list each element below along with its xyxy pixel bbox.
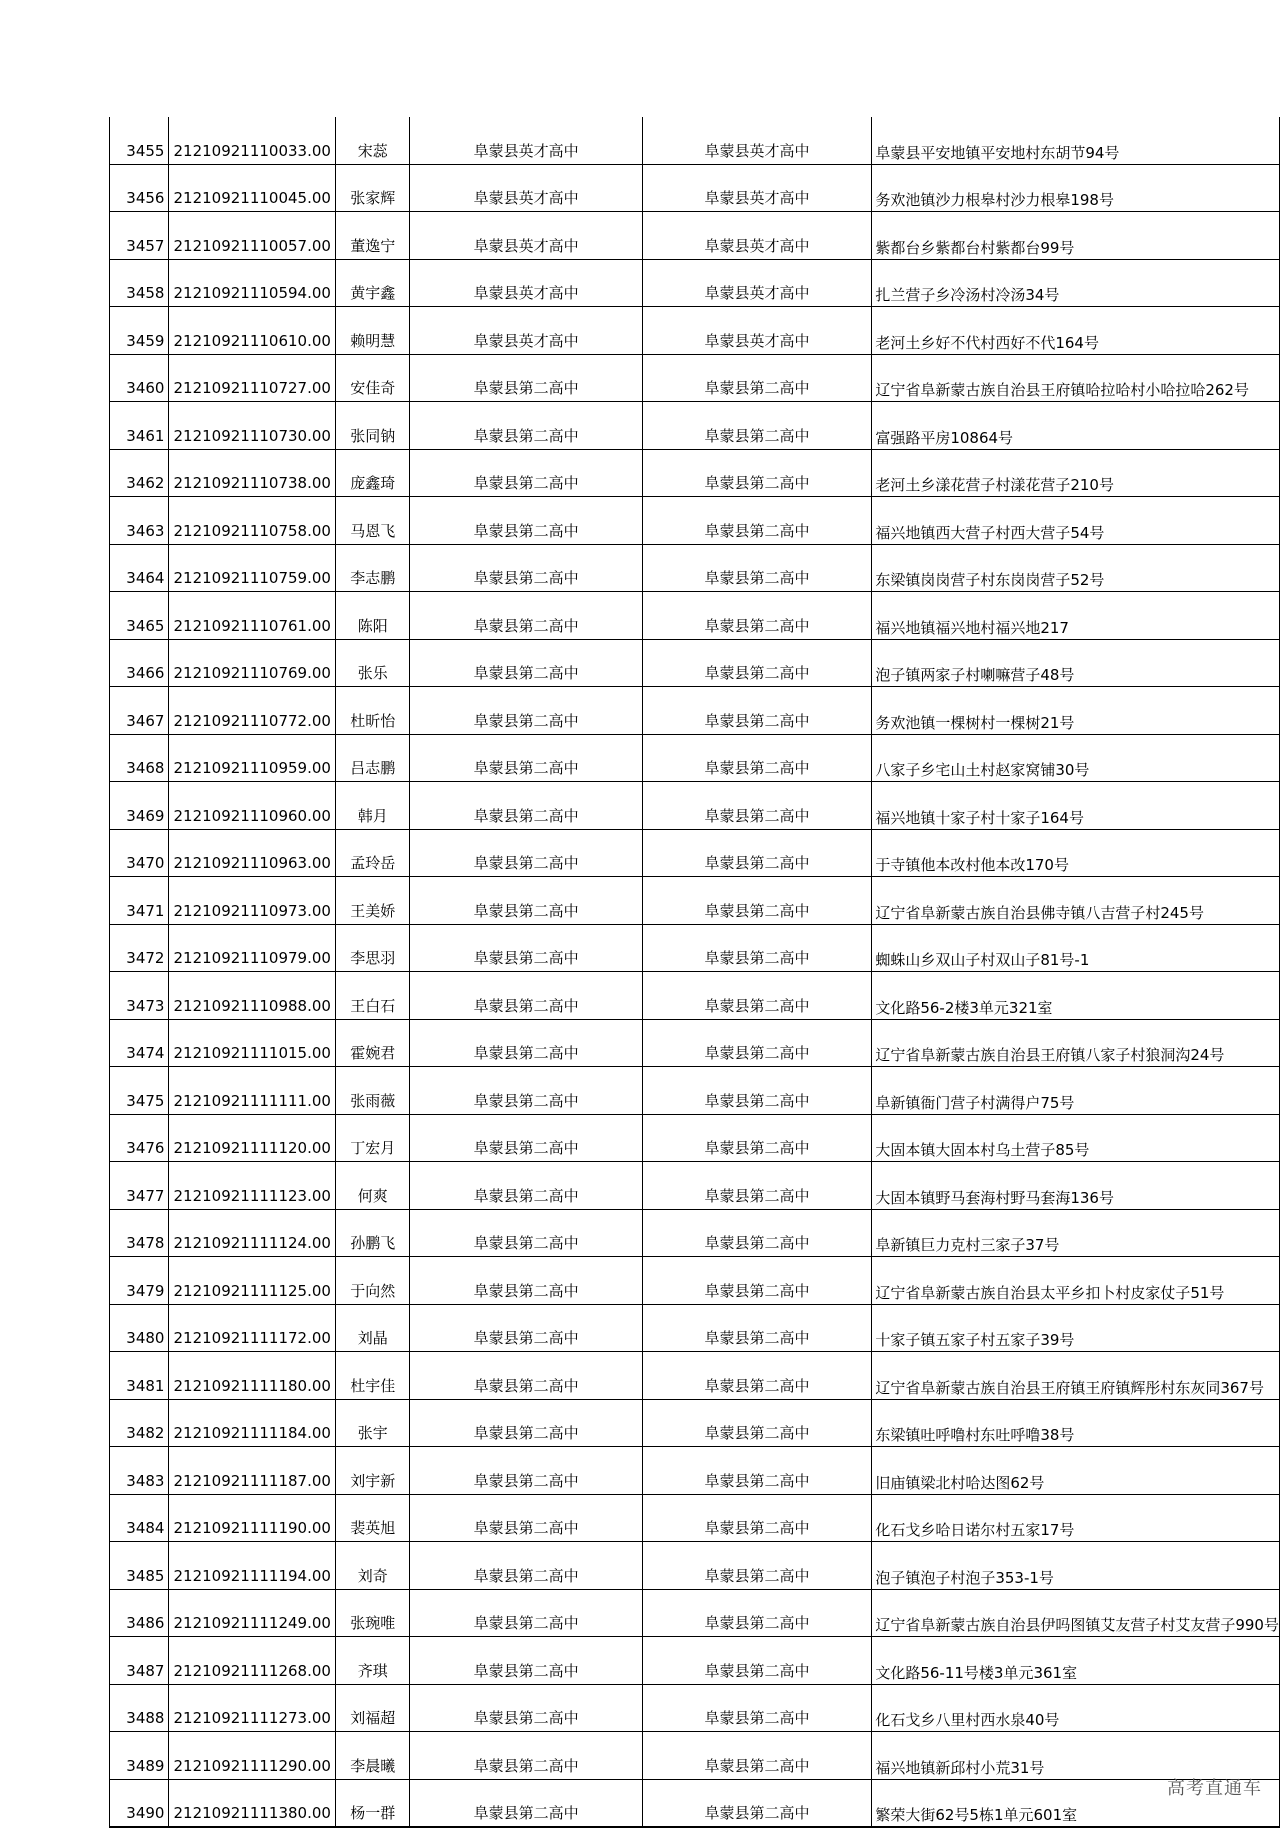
row-number-cell: 3467 xyxy=(110,687,169,735)
home-address-cell: 文化路56-2楼3单元321室 xyxy=(872,972,1280,1020)
student-name-cell: 赖明慧 xyxy=(336,307,410,355)
student-name-cell: 杜宇佳 xyxy=(336,1352,410,1400)
student-name-cell: 孙鹏飞 xyxy=(336,1209,410,1257)
row-number-cell: 3488 xyxy=(110,1684,169,1732)
row-number-cell: 3461 xyxy=(110,402,169,450)
registration-unit-cell: 阜蒙县第二高中 xyxy=(642,1162,872,1210)
student-name-cell: 马恩飞 xyxy=(336,497,410,545)
student-name-cell: 何爽 xyxy=(336,1162,410,1210)
row-number-cell: 3471 xyxy=(110,877,169,925)
student-name-cell: 于向然 xyxy=(336,1257,410,1305)
student-id-cell: 21210921110761.00 xyxy=(169,592,336,640)
row-number-cell: 3490 xyxy=(110,1779,169,1827)
home-address-cell: 繁荣大街62号5栋1单元601室 xyxy=(872,1779,1280,1827)
graduating-school-cell: 阜蒙县第二高中 xyxy=(410,1494,642,1542)
table-row xyxy=(110,1447,1280,1495)
student-id-cell: 21210921110772.00 xyxy=(169,687,336,735)
student-name-cell: 张乐 xyxy=(336,639,410,687)
home-address-cell: 富强路平房10864号 xyxy=(872,402,1280,450)
student-id-cell: 21210921111194.00 xyxy=(169,1542,336,1590)
registration-unit-cell: 阜蒙县第二高中 xyxy=(642,877,872,925)
table-row xyxy=(110,592,1280,640)
home-address-cell: 十家子镇五家子村五家子39号 xyxy=(872,1304,1280,1352)
student-id-cell: 21210921110960.00 xyxy=(169,782,336,830)
row-number-cell: 3476 xyxy=(110,1114,169,1162)
table-row xyxy=(110,449,1280,497)
row-number-cell: 3487 xyxy=(110,1637,169,1685)
roster-body xyxy=(110,117,1280,1827)
table-row xyxy=(110,1209,1280,1257)
home-address-cell: 阜新镇衙门营子村满得户75号 xyxy=(872,1067,1280,1115)
student-id-cell: 21210921111015.00 xyxy=(169,1019,336,1067)
registration-unit-cell: 阜蒙县英才高中 xyxy=(642,164,872,212)
student-name-cell: 张雨薇 xyxy=(336,1067,410,1115)
home-address-cell: 化石戈乡八里村西水泉40号 xyxy=(872,1684,1280,1732)
home-address-cell: 辽宁省阜新蒙古族自治县王府镇哈拉哈村小哈拉哈262号 xyxy=(872,354,1280,402)
graduating-school-cell: 阜蒙县第二高中 xyxy=(410,782,642,830)
table-row xyxy=(110,544,1280,592)
student-name-cell: 董逸宁 xyxy=(336,212,410,260)
table-row xyxy=(110,734,1280,782)
student-name-cell: 张同钠 xyxy=(336,402,410,450)
row-number-cell: 3456 xyxy=(110,164,169,212)
student-id-cell: 21210921111290.00 xyxy=(169,1732,336,1780)
registration-unit-cell: 阜蒙县第二高中 xyxy=(642,1447,872,1495)
row-number-cell: 3473 xyxy=(110,972,169,1020)
table-row xyxy=(110,1589,1280,1637)
graduating-school-cell: 阜蒙县第二高中 xyxy=(410,402,642,450)
student-id-cell: 21210921110988.00 xyxy=(169,972,336,1020)
row-number-cell: 3458 xyxy=(110,259,169,307)
home-address-cell: 务欢池镇沙力根皋村沙力根皋198号 xyxy=(872,164,1280,212)
row-number-cell: 3481 xyxy=(110,1352,169,1400)
table-row xyxy=(110,259,1280,307)
row-number-cell: 3463 xyxy=(110,497,169,545)
home-address-cell: 福兴地镇新邱村小荒31号 xyxy=(872,1732,1280,1780)
student-name-cell: 韩月 xyxy=(336,782,410,830)
student-name-cell: 裴英旭 xyxy=(336,1494,410,1542)
student-id-cell: 21210921110610.00 xyxy=(169,307,336,355)
graduating-school-cell: 阜蒙县第二高中 xyxy=(410,1637,642,1685)
row-number-cell: 3472 xyxy=(110,924,169,972)
registration-unit-cell: 阜蒙县英才高中 xyxy=(642,307,872,355)
registration-unit-cell: 阜蒙县第二高中 xyxy=(642,734,872,782)
student-name-cell: 李思羽 xyxy=(336,924,410,972)
registration-unit-cell: 阜蒙县第二高中 xyxy=(642,1114,872,1162)
table-row xyxy=(110,1352,1280,1400)
student-id-cell: 21210921111190.00 xyxy=(169,1494,336,1542)
graduating-school-cell: 阜蒙县英才高中 xyxy=(410,307,642,355)
student-id-cell: 21210921111172.00 xyxy=(169,1304,336,1352)
student-name-cell: 李志鹏 xyxy=(336,544,410,592)
table-row xyxy=(110,1637,1280,1685)
graduating-school-cell: 阜蒙县第二高中 xyxy=(410,1162,642,1210)
table-row xyxy=(110,212,1280,260)
registration-unit-cell: 阜蒙县第二高中 xyxy=(642,687,872,735)
graduating-school-cell: 阜蒙县第二高中 xyxy=(410,1684,642,1732)
student-name-cell: 霍婉君 xyxy=(336,1019,410,1067)
student-id-cell: 21210921111180.00 xyxy=(169,1352,336,1400)
table-row xyxy=(110,877,1280,925)
table-row xyxy=(110,354,1280,402)
graduating-school-cell: 阜蒙县第二高中 xyxy=(410,1542,642,1590)
row-number-cell: 3489 xyxy=(110,1732,169,1780)
student-id-cell: 21210921110727.00 xyxy=(169,354,336,402)
table-row xyxy=(110,164,1280,212)
row-number-cell: 3460 xyxy=(110,354,169,402)
graduating-school-cell: 阜蒙县英才高中 xyxy=(410,117,642,164)
home-address-cell: 大固本镇大固本村乌土营子85号 xyxy=(872,1114,1280,1162)
home-address-cell: 大固本镇野马套海村野马套海136号 xyxy=(872,1162,1280,1210)
row-number-cell: 3455 xyxy=(110,117,169,164)
table-row xyxy=(110,1114,1280,1162)
student-id-cell: 21210921111380.00 xyxy=(169,1779,336,1827)
student-name-cell: 丁宏月 xyxy=(336,1114,410,1162)
row-number-cell: 3462 xyxy=(110,449,169,497)
student-id-cell: 21210921110769.00 xyxy=(169,639,336,687)
home-address-cell: 福兴地镇福兴地村福兴地217 xyxy=(872,592,1280,640)
graduating-school-cell: 阜蒙县第二高中 xyxy=(410,592,642,640)
registration-unit-cell: 阜蒙县第二高中 xyxy=(642,924,872,972)
table-row xyxy=(110,687,1280,735)
graduating-school-cell: 阜蒙县第二高中 xyxy=(410,972,642,1020)
home-address-cell: 旧庙镇梁北村哈达图62号 xyxy=(872,1447,1280,1495)
graduating-school-cell: 阜蒙县第二高中 xyxy=(410,497,642,545)
student-name-cell: 孟玲岳 xyxy=(336,829,410,877)
home-address-cell: 务欢池镇一棵树村一棵树21号 xyxy=(872,687,1280,735)
row-number-cell: 3474 xyxy=(110,1019,169,1067)
registration-unit-cell: 阜蒙县英才高中 xyxy=(642,259,872,307)
home-address-cell: 泡子镇泡子村泡子353-1号 xyxy=(872,1542,1280,1590)
row-number-cell: 3480 xyxy=(110,1304,169,1352)
registration-unit-cell: 阜蒙县第二高中 xyxy=(642,639,872,687)
watermark-text: 高考直通车 xyxy=(1167,1778,1262,1799)
student-name-cell: 安佳奇 xyxy=(336,354,410,402)
graduating-school-cell: 阜蒙县第二高中 xyxy=(410,734,642,782)
graduating-school-cell: 阜蒙县第二高中 xyxy=(410,1067,642,1115)
student-id-cell: 21210921110973.00 xyxy=(169,877,336,925)
row-number-cell: 3485 xyxy=(110,1542,169,1590)
row-number-cell: 3478 xyxy=(110,1209,169,1257)
graduating-school-cell: 阜蒙县第二高中 xyxy=(410,354,642,402)
registration-unit-cell: 阜蒙县第二高中 xyxy=(642,1019,872,1067)
graduating-school-cell: 阜蒙县英才高中 xyxy=(410,164,642,212)
student-id-cell: 21210921111120.00 xyxy=(169,1114,336,1162)
home-address-cell: 扎兰营子乡冷汤村冷汤34号 xyxy=(872,259,1280,307)
registration-unit-cell: 阜蒙县第二高中 xyxy=(642,1067,872,1115)
graduating-school-cell: 阜蒙县第二高中 xyxy=(410,924,642,972)
student-name-cell: 齐琪 xyxy=(336,1637,410,1685)
row-number-cell: 3466 xyxy=(110,639,169,687)
home-address-cell: 辽宁省阜新蒙古族自治县伊吗图镇艾友营子村艾友营子990号 xyxy=(872,1589,1280,1637)
home-address-cell: 辽宁省阜新蒙古族自治县太平乡扣卜村皮家仗子51号 xyxy=(872,1257,1280,1305)
table-row xyxy=(110,924,1280,972)
student-id-cell: 21210921110979.00 xyxy=(169,924,336,972)
student-id-cell: 21210921110738.00 xyxy=(169,449,336,497)
graduating-school-cell: 阜蒙县第二高中 xyxy=(410,877,642,925)
row-number-cell: 3475 xyxy=(110,1067,169,1115)
student-id-cell: 21210921111184.00 xyxy=(169,1399,336,1447)
student-roster-table xyxy=(109,117,1280,1828)
registration-unit-cell: 阜蒙县第二高中 xyxy=(642,544,872,592)
graduating-school-cell: 阜蒙县第二高中 xyxy=(410,544,642,592)
student-id-cell: 21210921111268.00 xyxy=(169,1637,336,1685)
table-row xyxy=(110,1019,1280,1067)
table-row xyxy=(110,307,1280,355)
registration-unit-cell: 阜蒙县第二高中 xyxy=(642,1257,872,1305)
student-id-cell: 21210921110045.00 xyxy=(169,164,336,212)
student-id-cell: 21210921111249.00 xyxy=(169,1589,336,1637)
table-row xyxy=(110,1542,1280,1590)
registration-unit-cell: 阜蒙县第二高中 xyxy=(642,497,872,545)
home-address-cell: 蜘蛛山乡双山子村双山子81号-1 xyxy=(872,924,1280,972)
graduating-school-cell: 阜蒙县英才高中 xyxy=(410,259,642,307)
home-address-cell: 阜新镇巨力克村三家子37号 xyxy=(872,1209,1280,1257)
home-address-cell: 化石戈乡哈日诺尔村五家17号 xyxy=(872,1494,1280,1542)
home-address-cell: 文化路56-11号楼3单元361室 xyxy=(872,1637,1280,1685)
registration-unit-cell: 阜蒙县第二高中 xyxy=(642,1589,872,1637)
registration-unit-cell: 阜蒙县第二高中 xyxy=(642,829,872,877)
student-name-cell: 陈阳 xyxy=(336,592,410,640)
student-name-cell: 杨一群 xyxy=(336,1779,410,1827)
student-name-cell: 吕志鹏 xyxy=(336,734,410,782)
row-number-cell: 3479 xyxy=(110,1257,169,1305)
home-address-cell: 老河土乡好不代村西好不代164号 xyxy=(872,307,1280,355)
table-row xyxy=(110,639,1280,687)
student-name-cell: 刘宇新 xyxy=(336,1447,410,1495)
student-name-cell: 王白石 xyxy=(336,972,410,1020)
row-number-cell: 3468 xyxy=(110,734,169,782)
registration-unit-cell: 阜蒙县第二高中 xyxy=(642,1209,872,1257)
student-name-cell: 张宇 xyxy=(336,1399,410,1447)
student-id-cell: 21210921111111.00 xyxy=(169,1067,336,1115)
row-number-cell: 3465 xyxy=(110,592,169,640)
graduating-school-cell: 阜蒙县第二高中 xyxy=(410,829,642,877)
registration-unit-cell: 阜蒙县第二高中 xyxy=(642,1732,872,1780)
row-number-cell: 3477 xyxy=(110,1162,169,1210)
graduating-school-cell: 阜蒙县第二高中 xyxy=(410,1399,642,1447)
registration-unit-cell: 阜蒙县第二高中 xyxy=(642,1542,872,1590)
student-id-cell: 21210921111187.00 xyxy=(169,1447,336,1495)
table-row xyxy=(110,1257,1280,1305)
student-name-cell: 张家辉 xyxy=(336,164,410,212)
table-row xyxy=(110,972,1280,1020)
home-address-cell: 阜蒙县平安地镇平安地村东胡节94号 xyxy=(872,117,1280,164)
table-row xyxy=(110,782,1280,830)
row-number-cell: 3459 xyxy=(110,307,169,355)
registration-unit-cell: 阜蒙县第二高中 xyxy=(642,972,872,1020)
graduating-school-cell: 阜蒙县第二高中 xyxy=(410,1352,642,1400)
student-id-cell: 21210921111124.00 xyxy=(169,1209,336,1257)
graduating-school-cell: 阜蒙县第二高中 xyxy=(410,1114,642,1162)
student-id-cell: 21210921110759.00 xyxy=(169,544,336,592)
student-name-cell: 张琬唯 xyxy=(336,1589,410,1637)
table-row xyxy=(110,1399,1280,1447)
student-id-cell: 21210921111125.00 xyxy=(169,1257,336,1305)
student-name-cell: 王美娇 xyxy=(336,877,410,925)
registration-unit-cell: 阜蒙县第二高中 xyxy=(642,1304,872,1352)
row-number-cell: 3457 xyxy=(110,212,169,260)
registration-unit-cell: 阜蒙县第二高中 xyxy=(642,449,872,497)
table-row xyxy=(110,117,1280,164)
registration-unit-cell: 阜蒙县第二高中 xyxy=(642,402,872,450)
graduating-school-cell: 阜蒙县第二高中 xyxy=(410,1589,642,1637)
table-row xyxy=(110,829,1280,877)
student-id-cell: 21210921110033.00 xyxy=(169,117,336,164)
row-number-cell: 3470 xyxy=(110,829,169,877)
student-id-cell: 21210921110730.00 xyxy=(169,402,336,450)
home-address-cell: 辽宁省阜新蒙古族自治县王府镇八家子村狼洞沟24号 xyxy=(872,1019,1280,1067)
home-address-cell: 东梁镇岗岗营子村东岗岗营子52号 xyxy=(872,544,1280,592)
registration-unit-cell: 阜蒙县第二高中 xyxy=(642,354,872,402)
registration-unit-cell: 阜蒙县第二高中 xyxy=(642,1637,872,1685)
student-name-cell: 李晨曦 xyxy=(336,1732,410,1780)
table-row xyxy=(110,1162,1280,1210)
table-row xyxy=(110,1494,1280,1542)
student-id-cell: 21210921111123.00 xyxy=(169,1162,336,1210)
table-row xyxy=(110,402,1280,450)
row-number-cell: 3464 xyxy=(110,544,169,592)
registration-unit-cell: 阜蒙县第二高中 xyxy=(642,1399,872,1447)
table-row xyxy=(110,1067,1280,1115)
registration-unit-cell: 阜蒙县英才高中 xyxy=(642,212,872,260)
home-address-cell: 辽宁省阜新蒙古族自治县王府镇王府镇辉彤村东灰同367号 xyxy=(872,1352,1280,1400)
student-id-cell: 21210921111273.00 xyxy=(169,1684,336,1732)
table-row xyxy=(110,497,1280,545)
graduating-school-cell: 阜蒙县第二高中 xyxy=(410,1257,642,1305)
home-address-cell: 紫都台乡紫都台村紫都台99号 xyxy=(872,212,1280,260)
row-number-cell: 3483 xyxy=(110,1447,169,1495)
graduating-school-cell: 阜蒙县第二高中 xyxy=(410,1447,642,1495)
student-id-cell: 21210921110963.00 xyxy=(169,829,336,877)
student-name-cell: 刘晶 xyxy=(336,1304,410,1352)
graduating-school-cell: 阜蒙县第二高中 xyxy=(410,1732,642,1780)
home-address-cell: 福兴地镇十家子村十家子164号 xyxy=(872,782,1280,830)
graduating-school-cell: 阜蒙县第二高中 xyxy=(410,1019,642,1067)
graduating-school-cell: 阜蒙县第二高中 xyxy=(410,449,642,497)
student-name-cell: 刘福超 xyxy=(336,1684,410,1732)
student-name-cell: 黄宇鑫 xyxy=(336,259,410,307)
registration-unit-cell: 阜蒙县第二高中 xyxy=(642,1684,872,1732)
registration-unit-cell: 阜蒙县第二高中 xyxy=(642,782,872,830)
home-address-cell: 泡子镇两家子村喇嘛营子48号 xyxy=(872,639,1280,687)
student-id-cell: 21210921110758.00 xyxy=(169,497,336,545)
row-number-cell: 3484 xyxy=(110,1494,169,1542)
row-number-cell: 3486 xyxy=(110,1589,169,1637)
registration-unit-cell: 阜蒙县英才高中 xyxy=(642,117,872,164)
student-name-cell: 庞鑫琦 xyxy=(336,449,410,497)
student-name-cell: 杜昕怡 xyxy=(336,687,410,735)
row-number-cell: 3482 xyxy=(110,1399,169,1447)
home-address-cell: 福兴地镇西大营子村西大营子54号 xyxy=(872,497,1280,545)
registration-unit-cell: 阜蒙县第二高中 xyxy=(642,1779,872,1827)
graduating-school-cell: 阜蒙县第二高中 xyxy=(410,639,642,687)
home-address-cell: 老河土乡漾花营子村漾花营子210号 xyxy=(872,449,1280,497)
row-number-cell: 3469 xyxy=(110,782,169,830)
home-address-cell: 东梁镇吐呼噜村东吐呼噜38号 xyxy=(872,1399,1280,1447)
student-id-cell: 21210921110594.00 xyxy=(169,259,336,307)
student-name-cell: 宋蕊 xyxy=(336,117,410,164)
home-address-cell: 辽宁省阜新蒙古族自治县佛寺镇八吉营子村245号 xyxy=(872,877,1280,925)
graduating-school-cell: 阜蒙县英才高中 xyxy=(410,212,642,260)
table-row xyxy=(110,1684,1280,1732)
table-row xyxy=(110,1732,1280,1780)
student-name-cell: 刘奇 xyxy=(336,1542,410,1590)
student-id-cell: 21210921110959.00 xyxy=(169,734,336,782)
graduating-school-cell: 阜蒙县第二高中 xyxy=(410,1209,642,1257)
home-address-cell: 于寺镇他本改村他本改170号 xyxy=(872,829,1280,877)
graduating-school-cell: 阜蒙县第二高中 xyxy=(410,687,642,735)
table-row xyxy=(110,1304,1280,1352)
registration-unit-cell: 阜蒙县第二高中 xyxy=(642,1494,872,1542)
student-id-cell: 21210921110057.00 xyxy=(169,212,336,260)
registration-unit-cell: 阜蒙县第二高中 xyxy=(642,1352,872,1400)
graduating-school-cell: 阜蒙县第二高中 xyxy=(410,1779,642,1827)
home-address-cell: 八家子乡宅山土村赵家窝铺30号 xyxy=(872,734,1280,782)
registration-unit-cell: 阜蒙县第二高中 xyxy=(642,592,872,640)
table-row xyxy=(110,1779,1280,1827)
graduating-school-cell: 阜蒙县第二高中 xyxy=(410,1304,642,1352)
